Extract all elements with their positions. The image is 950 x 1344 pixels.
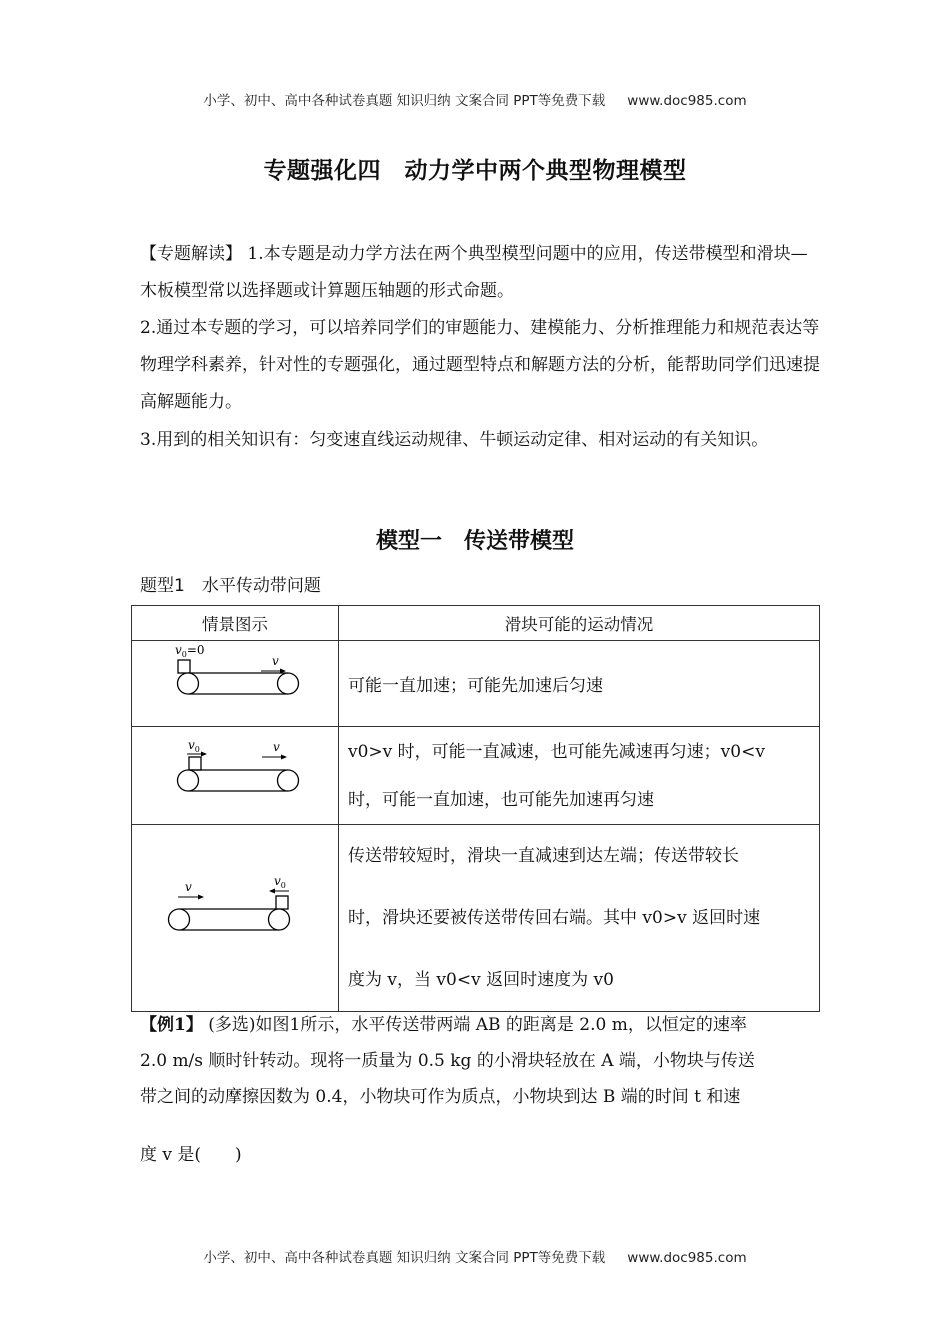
intro-paragraph-2: 2.通过本专题的学习，可以培养同学们的审题能力、建模能力、分析推理能力和规范表达等物理学科素养，针对性的专题强化，通过题型特点和解题方法的分析，能帮助同学们迅速提高解题能力。 [140,318,820,412]
model-title: 模型一 传送带模型 [375,529,574,554]
footer-site[interactable]: www.doc985.com [627,1250,747,1266]
table-header-row [132,606,820,641]
conveyor-diagram-1 [135,641,335,721]
v-label: v [273,740,280,754]
page-footer [0,1246,950,1266]
example-line-4: 度 v 是( ) [140,1145,242,1165]
v-label: v [272,654,279,668]
example-text: 如图1所示，水平传送带两端 AB 的距离是 2.0 m，以恒定的速率 [255,1015,747,1035]
conveyor-diagram-2 [135,733,335,813]
scenario-text-2 [339,727,820,825]
arrow-head [269,888,275,893]
v0-label: $v_0=0$ [175,643,205,659]
left-pulley [169,909,190,930]
text-line: 传送带较短时，滑块一直减速到达左端；传送带较长 [348,846,739,866]
v0-label: $v_0$ [274,875,286,890]
intro-paragraph-1: 【专题解读】 1.本专题是动力学方法在两个典型模型问题中的应用，传送带模型和滑块—木板模型常以选择题或计算题压轴题的形式命题。 [140,244,808,301]
type-label: 题型1 水平传动带问题 [140,576,321,596]
page-header [0,89,950,109]
example-line-1 [140,1007,820,1043]
scenario-text-1 [339,641,820,727]
header-text: 小学、初中、高中各种试卷真题 知识归纳 文案合同 PPT等免费下载 [203,93,606,109]
slider-block [178,660,190,673]
page-title: 专题强化四 动力学中两个典型物理模型 [263,158,687,184]
right-pulley [278,770,299,791]
scenario-figure-3 [132,825,339,1012]
table-header-figure: 情景图示 [132,606,339,641]
intro-paragraph-3: 3.用到的相关知识有：匀变速直线运动规律、牛顿运动定律、相对运动的有关知识。 [140,430,769,450]
scenario-figure-2 [132,727,339,825]
table-row [132,825,820,1012]
footer-text: 小学、初中、高中各种试卷真题 知识归纳 文案合同 PPT等免费下载 [203,1250,606,1266]
example-line-3: 带之间的动摩擦因数为 0.4，小物块可作为质点，小物块到达 B 端的时间 t 和速 [140,1087,741,1107]
example-line-2: 2.0 m/s 顺时针转动。现将一质量为 0.5 kg 的小滑块轻放在 A 端，小物块与传送 [140,1051,755,1071]
scenario-text-3 [339,825,820,1012]
text-line: 时，滑块还要被传送带传回右端。其中 v0>v 返回时速 [348,908,761,928]
table-row [132,727,820,825]
example-1 [140,1007,820,1173]
slider-block [276,896,288,909]
header-site[interactable]: www.doc985.com [627,93,747,109]
example-tag: (多选) [208,1015,256,1035]
example-label: 【例1】 [140,1015,203,1035]
left-pulley [178,673,199,694]
right-pulley [269,909,290,930]
slider-block [189,757,201,770]
arrow-head [198,894,204,899]
text-line: 时，可能一直加速，也可能先加速再匀速 [348,789,654,810]
table-header-motion: 滑块可能的运动情况 [339,606,820,641]
conveyor-diagram-3 [135,876,335,956]
table-row [132,641,820,727]
left-pulley [178,770,199,791]
text-line: 度为 v，当 v0<v 返回时速度为 v0 [348,970,614,990]
arrow-head [281,755,287,760]
v0-label: $v_0$ [188,738,200,754]
text-line: v0>v 时，可能一直减速，也可能先减速再匀速；v0<v [348,741,765,762]
text-line: 可能一直加速；可能先加速后匀速 [348,676,603,696]
arrow-head [201,752,207,757]
scenario-figure-1 [132,641,339,727]
v-label: v [185,879,192,894]
right-pulley [278,673,299,694]
scenario-table [131,605,820,1012]
